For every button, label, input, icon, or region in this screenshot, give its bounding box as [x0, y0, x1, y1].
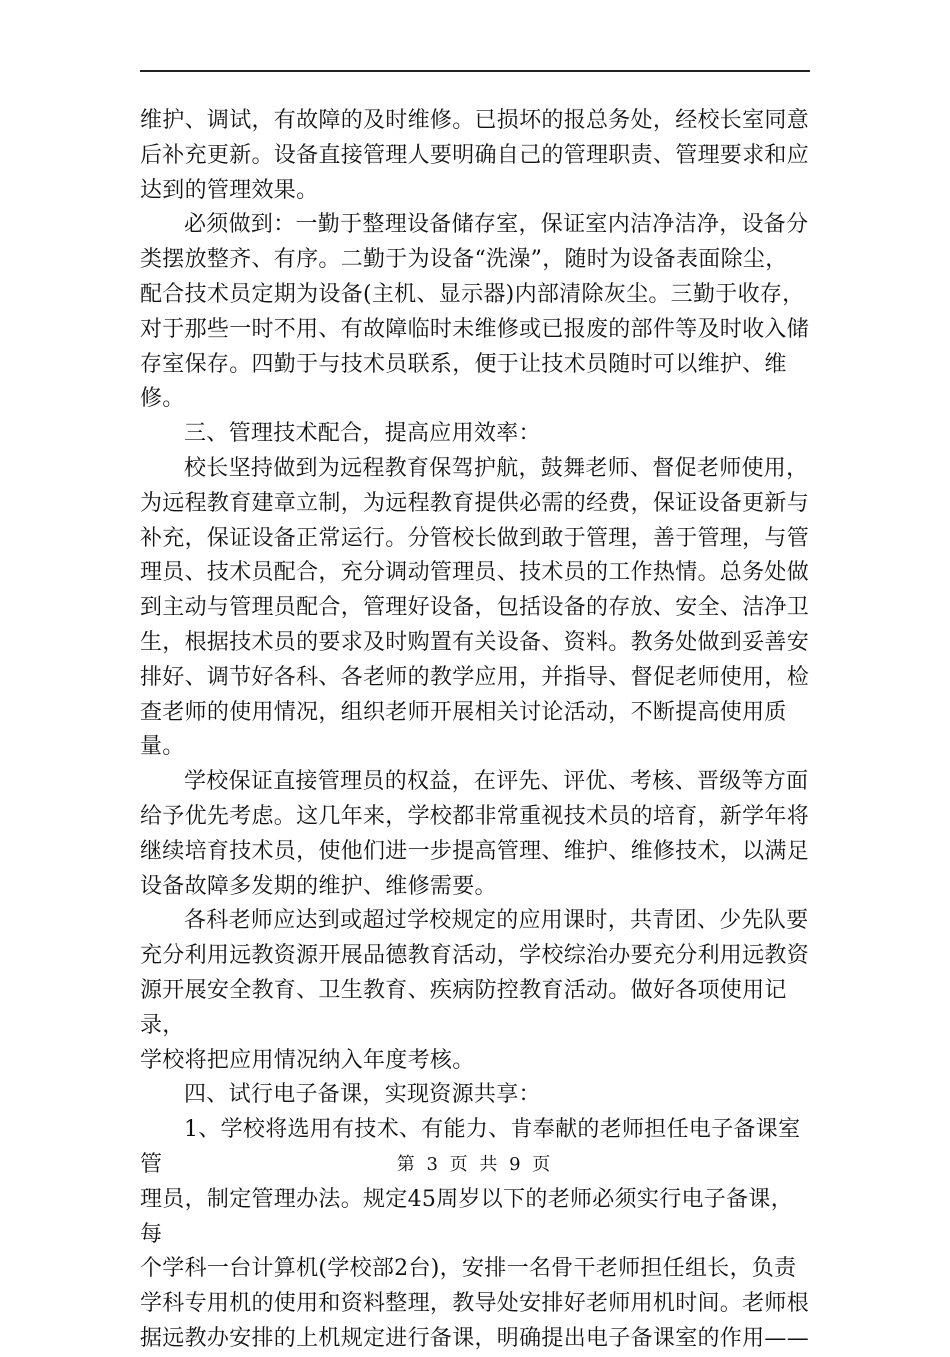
paragraph: 必须做到：一勤于整理设备储存室，保证室内洁净洁净，设备分 类摆放整齐、有序。二勤于为设备“洗澡”，随时为设备表面除尘， 配合技术员定期为设备(主机、显示器)内部清除灰尘。三勤于收存， 对于那些一时不用、有故障临时未维修或已报废的部件等及时收入储 存室保存。四勤于与技术员联系，便于让技术员随时可以维护、维修。	[140, 212, 810, 412]
paragraph: 维护、调试，有故障的及时维修。已损坏的报总务处，经校长室同意 后补充更新。设备直接管理人要明确自己的管理职责、管理要求和应 达到的管理效果。	[140, 108, 810, 203]
paragraph: 各科老师应达到或超过学校规定的应用课时，共青团、少先队要 充分利用远教资源开展品德教育活动，学校综治办要充分利用远教资 源开展安全教育、卫生教育、疾病防控教育活动。做好各项使用记录， 学校将把应用情况纳入年度考核。	[140, 908, 810, 1073]
header-rule	[140, 70, 810, 72]
paragraph: 学校保证直接管理员的权益，在评先、评优、考核、晋级等方面 给予优先考虑。这几年来，学校都非常重视技术员的培育，新学年将 继续培育技术员，使他们进一步提高管理、维护、维修技术，以满足 设备故障多发期的维护、维修需要。	[140, 769, 810, 899]
paragraph: 校长坚持做到为远程教育保驾护航，鼓舞老师、督促老师使用， 为远程教育建章立制，为远程教育提供必需的经费，保证设备更新与 补充，保证设备正常运行。分管校长做到敢于管理，善于管理，与管 理员、技术员配合，充分调动管理员、技术员的工作热情。总务处做 到主动与管理员配合，管理好设备，包括设备的存放、安全、洁净卫 生，根据技术员的要求及时购置有关设备、资料。教务处做到妥善安 排好、调节好各科、各老师的教学应用，并指导、督促老师使用，检 查老师的使用情况，组织老师开展相关讨论活动，不断提高使用质量。	[140, 455, 810, 760]
section-heading: 四、试行电子备课，实现资源共享：	[184, 1082, 541, 1108]
paragraph: 1、学校将选用有技术、有能力、肯奉献的老师担任电子备课室管 理员，制定管理办法。规定45周岁以下的老师必须实行电子备课，每 个学科一台计算机(学校部2台)，安排一名骨干老师担任组长，负责 学科专用机的使用和资料整理，教导处安排好老师用机时间。老师根 据远教办安排的上机规定进行备课，明确提出电子备课室的作用——	[140, 1117, 810, 1351]
page-number: 第 3 页 共 9 页	[396, 1154, 554, 1175]
section-heading: 三、管理技术配合，提高应用效率：	[184, 421, 541, 447]
